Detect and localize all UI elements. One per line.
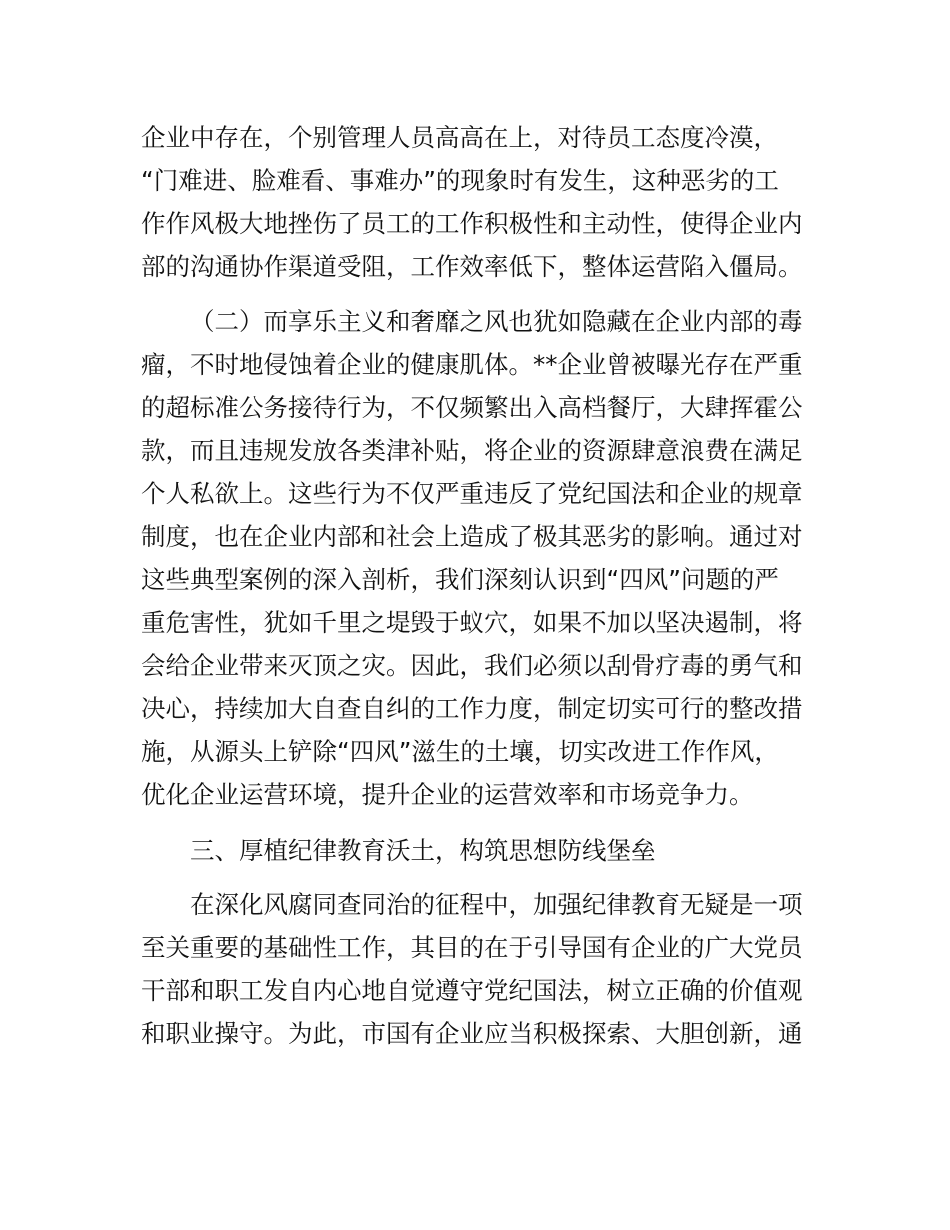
text-line: 至关重要的基础性工作，其目的在于引导国有企业的广大党员 (141, 933, 803, 962)
text-line: 干部和职工发自内心地自觉遵守党纪国法，树立正确的价值观 (141, 976, 803, 1005)
text-line: 这些典型案例的深入剖析，我们深刻认识到“四风”问题的严 (141, 565, 779, 594)
text-line: “门难进、脸难看、事难办”的现象时有发生，这种恶劣的工 (141, 166, 779, 195)
text-line: 会给企业带来灭顶之灾。因此，我们必须以刮骨疗毒的勇气和 (141, 651, 803, 680)
text-line: 施，从源头上铲除“四风”滋生的土壤，切实改进工作作风， (141, 737, 779, 766)
text-line: 部的沟通协作渠道受阻，工作效率低下，整体运营陷入僵局。 (141, 252, 803, 281)
text-line: 制度，也在企业内部和社会上造成了极其恶劣的影响。通过对 (141, 522, 803, 551)
text-line: 个人私欲上。这些行为不仅严重违反了党纪国法和企业的规章 (141, 479, 803, 508)
text-line: 企业中存在，个别管理人员高高在上，对待员工态度冷漠， (141, 123, 778, 152)
text-line: 瘤，不时地侵蚀着企业的健康肌体。**企业曾被曝光存在严重 (141, 350, 803, 379)
text-line: 优化企业运营环境，提升企业的运营效率和市场竞争力。 (141, 780, 754, 809)
paragraph-first-line: 在深化风腐同查同治的征程中，加强纪律教育无疑是一项 (190, 890, 803, 919)
text-line: 决心，持续加大自查自纠的工作力度，制定切实可行的整改措 (141, 694, 803, 723)
paragraph-first-line: （二）而享乐主义和奢靡之风也犹如隐藏在企业内部的毒 (190, 307, 803, 336)
text-line: 作作风极大地挫伤了员工的工作积极性和主动性，使得企业内 (141, 209, 803, 238)
text-line: 重危害性，犹如千里之堤毁于蚁穴，如果不加以坚决遏制，将 (141, 608, 803, 637)
text-line: 款，而且违规发放各类津补贴，将企业的资源肆意浪费在满足 (141, 436, 803, 465)
text-line: 和职业操守。为此，市国有企业应当积极探索、大胆创新，通 (141, 1019, 803, 1048)
section-heading: 三、厚植纪律教育沃土，构筑思想防线堡垒 (190, 836, 656, 865)
text-line: 的超标准公务接待行为，不仅频繁出入高档餐厅，大肆挥霍公 (141, 393, 803, 422)
